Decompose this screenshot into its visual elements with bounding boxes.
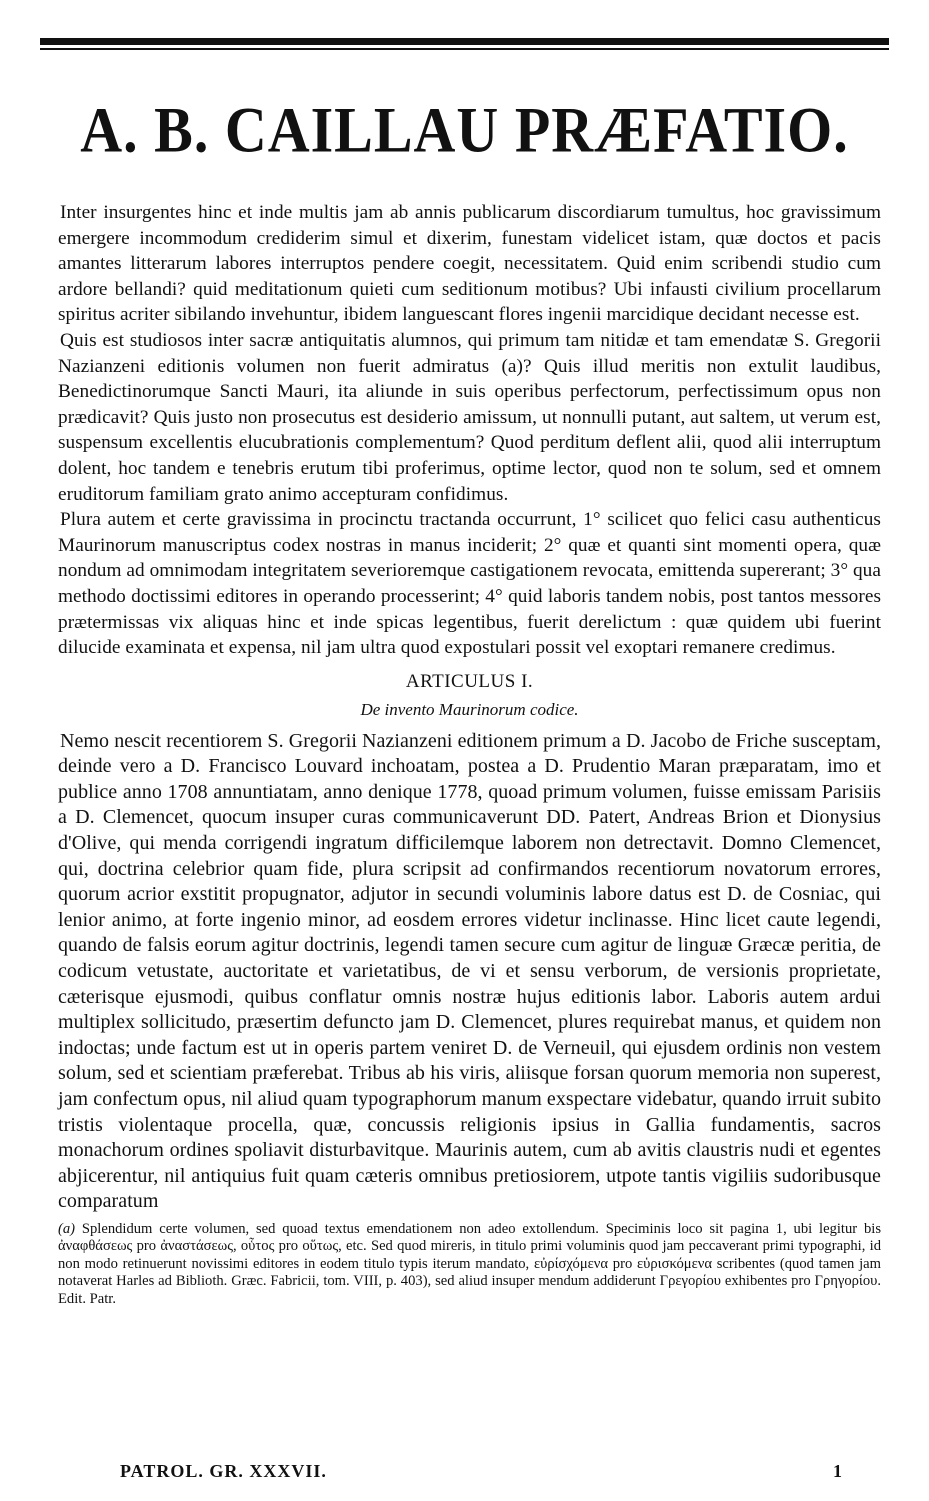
page-footer	[120, 1461, 843, 1485]
header-rule-thin	[40, 48, 889, 50]
article-subheading: De invento Maurinorum codice.	[360, 699, 579, 719]
footer-signature: PATROL. GR. XXXVII.	[120, 1461, 327, 1481]
footnote-mark: (a)	[58, 1220, 76, 1237]
footnote	[58, 1221, 881, 1308]
paragraph-3: Plura autem et certe gravissima in procinctu tractanda occurrunt, 1° scilicet quo felici casu authenticus Maurinorum manuscriptus codex nostras in manus inciderit; 2° quæ et quanti sint momenti opera, quæ nondum ad omnimodam integritatem severioremque castigationem revocata, emittenda supererant; 3° qua methodo doctissimi editores in operando processerint; 4° quid laboris tandem nobis, post tantos messores prætermissas vix aliquas hinc et inde spicas legentibus, fuerit derelictum : quæ quidem ubi fuerint dilucide examinata et expensa, nil jam ultra quod expostulari possit vel exoptari remanere credimus.	[58, 509, 881, 659]
page-title: A. B. CAILLAU PRÆFATIO.	[80, 93, 849, 166]
text-body	[58, 200, 881, 1308]
article-heading: ARTICULUS I.	[405, 670, 534, 692]
page-number: 1	[833, 1461, 843, 1481]
footnote-text: Splendidum certe volumen, sed quoad textus emendationem non adeo extollendum. Speciminis loco sit pagina 1, ubi legitur bis ἀναφθάσεως pro ἀναστάσεως, οὗτος pro οὕτως, etc. Sed quod mireris, in titulo primi voluminis quod jam peccaverant primi typographi, id non modo retinuerunt novissimi editores in eodem titulo typis iterum mandato, εὐρίσχόμενα pro εὑρισκόμενα scribentes (quod tamen jam notaverat Harles ad Biblioth. Græc. Fabricii, tom. VIII, p. 403), sed aliud insuper mendum addiderunt Γρεγορίου exhibentes pro Γρηγορίου. Edit. Patr.	[58, 1220, 881, 1307]
article-paragraph: Nemo nescit recentiorem S. Gregorii Nazianzeni editionem primum a D. Jacobo de Friche susceptam, deinde vero a D. Francisco Louvard inchoatam, postea a D. Prudentio Maran præparatam, imo et publice anno 1708 annuntiatam, anno denique 1778, quoad primum volumen, fuisse emissam Parisiis a D. Clemencet, quocum insuper curas communicaverunt DD. Patert, Andreas Brion et Dionysius d'Olive, qui menda corrigendi ingratum difficilemque laborem non detrectavit. Domno Clemencet, qui, doctrina celebrior quam fide, plura scripsit ad confirmandos recentiorum novatorum errores, quorum acrior exstitit propugnator, adjutor in secundi voluminis labore datus est D. de Cosniac, qui lenior animo, at forte ingenio minor, ad eosdem errores videtur inclinasse. Hinc licet caute legendi, quando de falsis eorum agitur doctrinis, legendi tamen secure cum agitur de linguæ Græcæ peritia, de codicum vetustate, auctoritate et varietatibus, de vi et sensu verborum, de versionis proprietate, cæterisque ejusmodi, quibus conflatur omnis nostræ hujus editionis labor. Laboris autem ardui multiplex sollicitudo, præsertim defuncto jam D. Clemencet, plures requirebat manus, et quidem non indoctas; unde factum est ut in operis partem veniret D. de Verneuil, qui ejusdem ordinis non vestem solum, sed et scientiam præferebat. Tribus ab his viris, aliisque forsan quorum memoria non superest, jam confectum opus, nil aliud quam typographorum manum exspectare videbatur, quando irruit subito tristis violentaque procella, quæ, concussis religionis ipsius in Gallia fundamentis, sacros monachorum ordines spoliavit disturbavitque. Maurinis autem, cum ab avitis claustris nudi et egentes abjicerentur, nil antiquius fuit quam cæteris omnibus pretiosiorem, utpote tantis vigiliis sudoribusque comparatum	[58, 729, 881, 1213]
header-rule-thick	[40, 38, 889, 45]
paragraph-2: Quis est studiosos inter sacræ antiquitatis alumnos, qui primum tam nitidæ et tam emendatæ S. Gregorii Nazianzeni editionis volumen non fuerit admiratus (a)? Quis illud meritis non extulit laudibus, Benedictinorumque Sancti Mauri, ita aliunde in suis operibus perfectorum, perfectissimum opus non prædicavit? Quis justo non prosecutus est desiderio amissum, ut nonnulli putant, aut saltem, ut verum est, suspensum excellentis elucubrationis complementum? Quod perditum deflent alii, quod alii interruptum dolent, hoc tandem e tenebris erutum tibi proferimus, optime lector, quod non te solum, sed et omnem eruditorum familiam grato animo accepturam confidimus.	[58, 329, 881, 505]
paragraph-1: Inter insurgentes hinc et inde multis jam ab annis publicarum discordiarum tumultus, hoc gravissimum emergere incommodum crediderim simul et dixerim, funestam videlicet istam, quæ doctos et pacis amantes litterarum labores interruptos pendere coegit, necessitatem. Quid enim scribendi studio cum ardore bellandi? quid meditationum quieti cum seditionum motibus? Ubi infausti civilium procellarum spiritus acriter sibilando invehuntur, ibidem languescant flores ingenii marcidique decidant necesse est.	[58, 202, 881, 326]
